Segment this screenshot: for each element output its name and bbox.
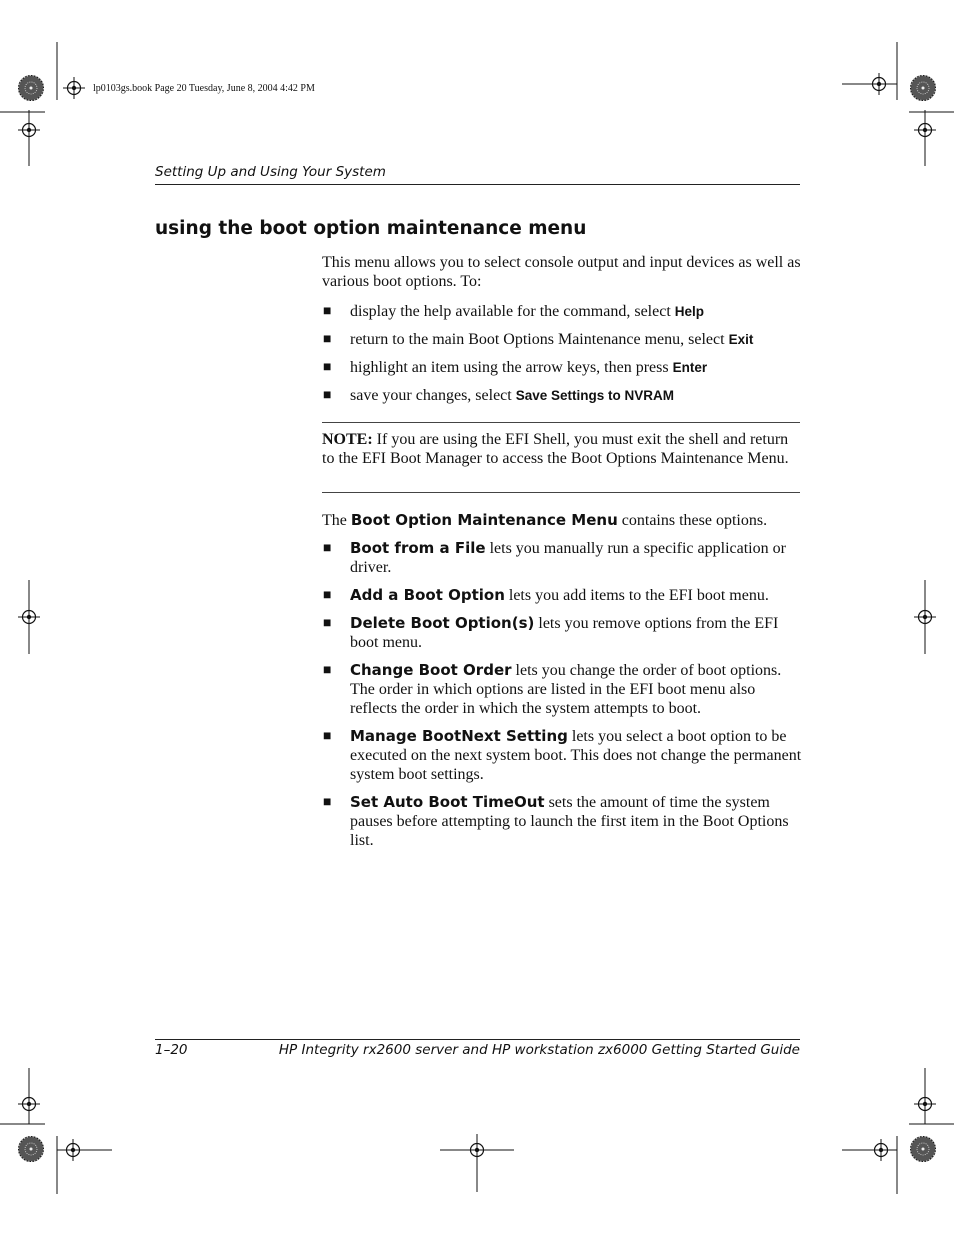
- footer-rule: [155, 1039, 800, 1040]
- list-item: [322, 586, 802, 605]
- list-item-text: return to the main Boot Options Maintenance menu, select: [350, 331, 729, 348]
- bullet-square-icon: ■: [323, 332, 332, 347]
- list-item: [322, 727, 802, 784]
- option-description: lets you add items to the EFI boot menu.: [504, 587, 769, 604]
- list-item: [322, 302, 802, 330]
- bullet-square-icon: ■: [323, 663, 332, 678]
- option-description: lets you manually run a specific application or driver.: [350, 540, 786, 576]
- action-list: [322, 302, 802, 414]
- note-rule-top: [322, 422, 800, 423]
- intro-paragraph: This menu allows you to select console output and input devices as well as various boot options. To:: [322, 254, 801, 290]
- option-term: Manage BootNext Setting: [350, 727, 568, 745]
- list-item-text: display the help available for the command, select: [350, 303, 675, 320]
- list-item-text: save your changes, select: [350, 387, 516, 404]
- bullet-square-icon: ■: [323, 616, 332, 631]
- list-item: [322, 614, 802, 652]
- star-target-icon: [19, 76, 44, 101]
- book-title: HP Integrity rx2600 server and HP workstation zx6000 Getting Started Guide: [278, 1042, 800, 1058]
- bullet-square-icon: ■: [323, 388, 332, 403]
- star-target-icon: [911, 1137, 936, 1162]
- option-description: lets you change the order of boot options. The order in which options are listed in the EFI boot menu also reflects the order in which the system attempts to boot.: [350, 662, 782, 717]
- running-header: Setting Up and Using Your System: [155, 164, 386, 180]
- note-label: NOTE:: [322, 431, 373, 448]
- option-term: Set Auto Boot TimeOut: [350, 793, 545, 811]
- book-slug: lp0103gs.book Page 20 Tuesday, June 8, 2004 4:42 PM: [93, 83, 315, 94]
- note-text: If you are using the EFI Shell, you must exit the shell and return to the EFI Boot Manager to access the Boot Options Maintenance Menu.: [322, 431, 789, 467]
- section-heading: using the boot option maintenance menu: [155, 218, 587, 239]
- bullet-square-icon: ■: [323, 795, 332, 810]
- option-description: sets the amount of time the system pauses before attempting to launch the first item in the Boot Options list.: [350, 794, 789, 849]
- list-item: [322, 661, 802, 718]
- header-rule: [155, 184, 800, 185]
- bullet-square-icon: ■: [323, 541, 332, 556]
- registration-mark-icon: [63, 77, 85, 99]
- option-term: Add a Boot Option: [350, 586, 505, 604]
- bullet-square-icon: ■: [323, 304, 332, 319]
- options-intro-pre: The: [322, 512, 351, 529]
- command-name: Help: [674, 304, 705, 319]
- option-term: Change Boot Order: [350, 661, 512, 679]
- option-term: Delete Boot Option(s): [350, 614, 535, 632]
- list-item: [322, 793, 802, 850]
- list-item-text: highlight an item using the arrow keys, then press: [350, 359, 673, 376]
- options-intro-post: contains these options.: [617, 512, 768, 529]
- command-name: Exit: [728, 332, 754, 347]
- note-rule-bottom: [322, 492, 800, 493]
- bullet-square-icon: ■: [323, 360, 332, 375]
- option-term: Boot from a File: [350, 539, 486, 557]
- star-target-icon: [911, 76, 936, 101]
- command-name: Enter: [672, 360, 708, 375]
- list-item: [322, 386, 802, 414]
- note-box: [322, 430, 802, 468]
- list-item: [322, 358, 802, 386]
- bullet-square-icon: ■: [323, 729, 332, 744]
- star-target-icon: [19, 1137, 44, 1162]
- menu-name: Boot Option Maintenance Menu: [350, 511, 618, 529]
- options-intro: [322, 511, 802, 530]
- option-description: lets you select a boot option to be executed on the next system boot. This does not change the permanent system boot settings.: [350, 728, 802, 783]
- bullet-square-icon: ■: [323, 588, 332, 603]
- list-item: [322, 539, 802, 577]
- command-name: Save Settings to NVRAM: [515, 388, 674, 403]
- option-list: [322, 539, 802, 859]
- list-item: [322, 330, 802, 358]
- page-number: 1–20: [155, 1042, 188, 1058]
- option-description: lets you remove options from the EFI boot menu.: [350, 615, 779, 651]
